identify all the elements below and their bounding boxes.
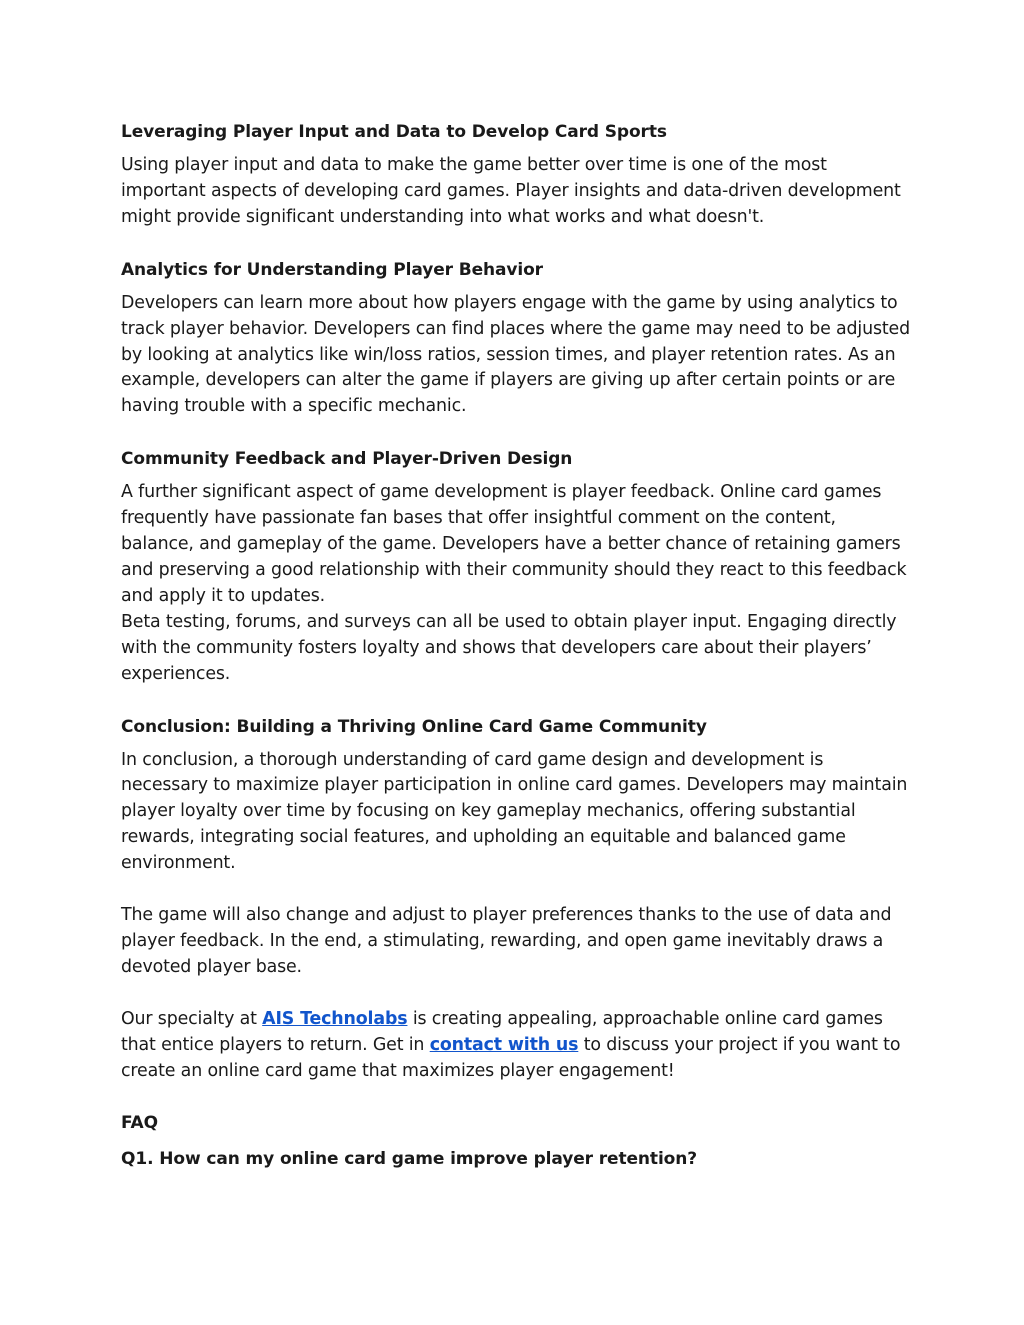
cta-text: is creating appealing, approachable online card games that entice players to return. Get in <box>121 1008 883 1055</box>
document-page <box>121 119 911 1180</box>
section-player-input <box>121 119 911 231</box>
faq-question: Q1. How can my online card game improve player retention? <box>121 1149 698 1170</box>
section-conclusion <box>121 714 911 1085</box>
section-community-feedback <box>121 446 911 687</box>
paragraph: A further significant aspect of game development is player feedback. Online card games frequently have passionate fan bases that offer insightful comment on the content, balance, and gameplay of the game. Developers have a better chance of retaining gamers and preserving a good relationship with their community should they react to this feedback and apply it to updates. <box>121 482 907 606</box>
cta-text: to discuss your project if you want to create an online card game that maximizes player engagement! <box>121 1034 901 1081</box>
cta-paragraph <box>121 1007 911 1085</box>
section-faq <box>121 1110 911 1172</box>
paragraph: Using player input and data to make the game better over time is one of the most important aspects of developing card games. Player insights and data-driven development might provide significant understanding into what works and what doesn't. <box>121 155 901 227</box>
spacer <box>121 420 911 446</box>
section-heading: Conclusion: Building a Thriving Online Card Game Community <box>121 716 707 737</box>
section-heading: Analytics for Understanding Player Behavior <box>121 259 543 280</box>
paragraph: Beta testing, forums, and surveys can all be used to obtain player input. Engaging directly with the community fosters loyalty and shows that developers care about their players’ experiences. <box>121 611 897 684</box>
ais-technolabs-link[interactable]: AIS Technolabs <box>262 1008 408 1029</box>
spacer <box>121 688 911 714</box>
paragraph: Developers can learn more about how players engage with the game by using analytics to track player behavior. Developers can find places where the game may need to be adjusted by looking at analytics like win/loss ratios, session times, and player retention rates. As an example, developers can alter the game if players are giving up after certain points or are having trouble with a specific mechanic. <box>121 292 910 417</box>
section-heading: Leveraging Player Input and Data to Develop Card Sports <box>121 122 667 142</box>
cta-text: Our specialty at <box>121 1008 263 1029</box>
paragraph: In conclusion, a thorough understanding of card game design and development is necessary to maximize player participation in online card games. Developers may maintain player loyalty over time by focusing on key gameplay mechanics, offering substantial rewards, integrating social features, and upholding an equitable and balanced game environment. <box>121 749 908 874</box>
paragraph: The game will also change and adjust to player preferences thanks to the use of data and player feedback. In the end, a stimulating, rewarding, and open game inevitably draws a devoted player base. <box>121 905 892 977</box>
section-heading: Community Feedback and Player-Driven Design <box>121 449 573 470</box>
section-analytics <box>121 257 911 421</box>
spacer <box>121 231 911 257</box>
spacer <box>121 1084 911 1110</box>
contact-us-link[interactable]: contact with us <box>429 1034 579 1055</box>
faq-heading: FAQ <box>121 1113 158 1134</box>
